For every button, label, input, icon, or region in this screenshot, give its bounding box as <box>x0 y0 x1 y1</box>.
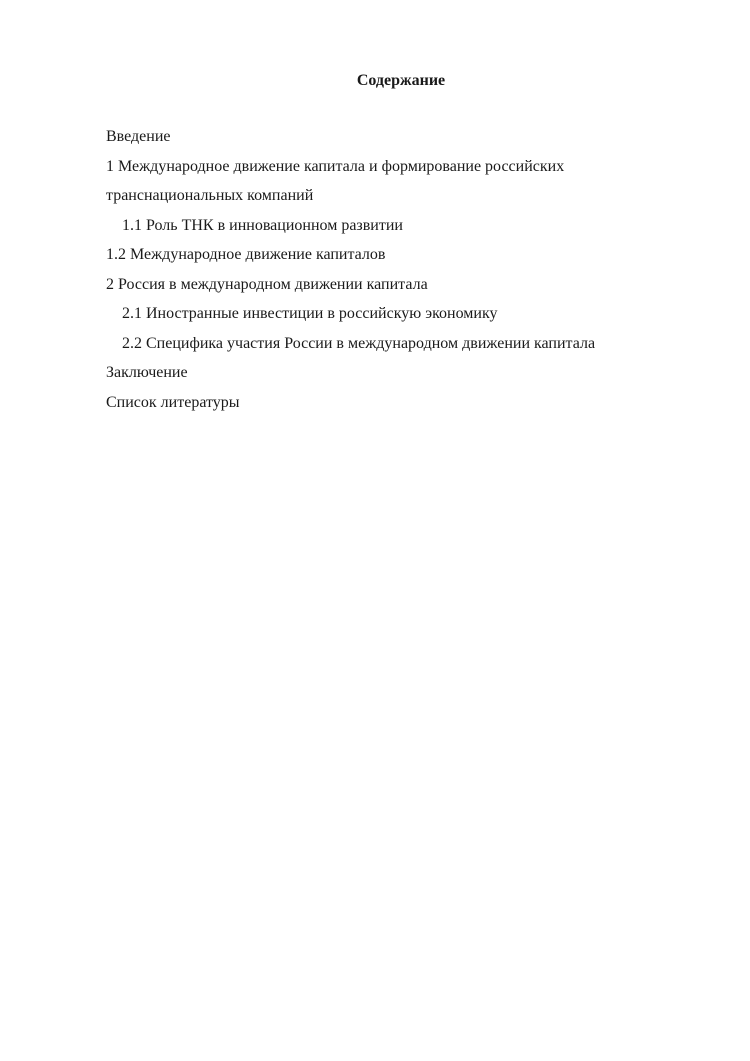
table-of-contents <box>106 122 706 417</box>
toc-item-section-2-1: 2.1 Иностранные инвестиции в российскую экономику <box>122 305 498 322</box>
toc-item-references: Список литературы <box>106 393 240 411</box>
toc-item-conclusion: Заключение <box>106 364 188 381</box>
toc-item-section-1-2: 1.2 Международное движение капиталов <box>106 246 386 263</box>
toc-item-chapter-1: 1 Международное движение капитала и формирование российских <box>106 157 565 175</box>
toc-item-section-1-1: 1.1 Роль ТНК в инновационном развитии <box>122 216 403 234</box>
toc-item-chapter-1-continued: транснациональных компаний <box>106 187 314 204</box>
toc-item-introduction: Введение <box>106 128 171 145</box>
page-title: Содержание <box>356 72 446 89</box>
toc-item-chapter-2: 2 Россия в международном движении капитала <box>106 275 428 293</box>
toc-item-section-2-2: 2.2 Специфика участия России в международном движении капитала <box>122 334 596 352</box>
